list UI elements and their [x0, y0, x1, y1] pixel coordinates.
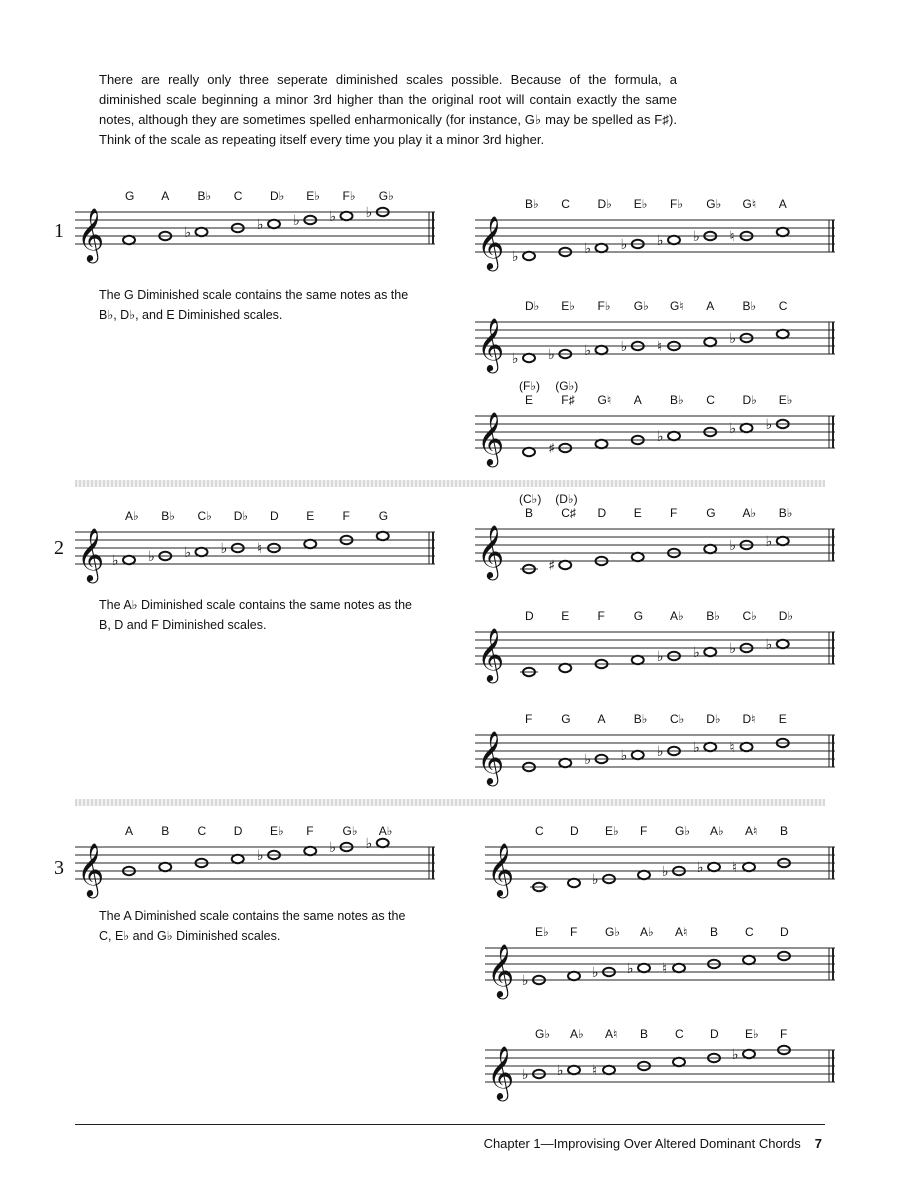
whole-note [559, 561, 571, 569]
accidental-mark: ♭ [522, 1067, 529, 1083]
accidental-mark: ♮ [592, 1063, 598, 1079]
accidental-mark: ♮ [662, 961, 668, 977]
enharmonic-label: (D♭) [555, 492, 578, 506]
accidental-mark: ♭ [765, 637, 773, 653]
note-label: G♭ [605, 925, 620, 939]
accidental-mark: ♭ [729, 331, 737, 347]
accidental-mark: ♭ [765, 534, 773, 550]
note-label: C [233, 189, 243, 203]
scale-staff [475, 600, 835, 700]
note-label: D♭ [778, 609, 794, 623]
whole-note [596, 440, 608, 448]
note-label: F [570, 925, 578, 939]
note-label: A♭ [125, 509, 139, 523]
accidental-mark: ♭ [293, 213, 300, 229]
note-label: B♭ [197, 189, 212, 203]
note-label: B♭ [778, 506, 793, 520]
whole-note [632, 553, 644, 561]
whole-note [596, 346, 608, 354]
note-label: D♭ [597, 197, 612, 211]
accidental-mark: ♭ [329, 840, 337, 856]
note-label: D♭ [270, 189, 285, 203]
note-label: F [342, 509, 350, 523]
accidental-mark: ♭ [184, 545, 192, 561]
note-label: B [710, 925, 719, 939]
note-label: D [525, 609, 534, 623]
page-footer [484, 1136, 822, 1151]
accidental-mark: ♭ [627, 961, 634, 977]
scale-staff [75, 180, 435, 280]
note-label: D [270, 509, 279, 523]
accidental-mark: ♭ [257, 217, 264, 233]
accidental-mark: ♭ [512, 249, 519, 265]
scale-staff [475, 492, 835, 597]
whole-note [341, 212, 353, 220]
note-label: G♭ [378, 189, 394, 203]
scale-staff [475, 290, 835, 390]
note-label: D♭ [742, 393, 757, 407]
note-label: A [633, 393, 642, 407]
note-label: C♯ [561, 506, 576, 520]
whole-note [568, 1066, 580, 1074]
accidental-mark: ♭ [729, 641, 737, 657]
note-label: C [197, 824, 207, 838]
accidental-mark: ♭ [693, 645, 700, 661]
whole-note [708, 863, 720, 871]
note-label: B [640, 1027, 649, 1041]
accidental-mark: ♭ [697, 860, 704, 876]
accidental-mark: ♭ [512, 351, 519, 367]
accidental-mark: ♭ [693, 740, 700, 756]
note-label: F♭ [342, 189, 356, 203]
note-label: D♭ [525, 299, 540, 313]
whole-note [743, 863, 755, 871]
whole-note [377, 839, 389, 847]
scale-staff [485, 1018, 835, 1118]
note-label: F♯ [561, 393, 575, 407]
note-label: C [675, 1027, 684, 1041]
note-label: G♭ [342, 824, 358, 838]
note-label: A [778, 197, 787, 211]
treble-clef-icon: 𝄞 [77, 207, 105, 261]
accidental-mark: ♭ [729, 538, 737, 554]
note-label: G [561, 712, 571, 726]
whole-note [196, 548, 208, 556]
whole-note [523, 448, 535, 456]
note-label: F [780, 1027, 788, 1041]
whole-note [673, 964, 685, 972]
note-label: B♭ [706, 609, 720, 623]
enharmonic-label: (C♭) [519, 492, 542, 506]
accidental-mark: ♭ [657, 744, 664, 760]
accidental-mark: ♭ [729, 421, 737, 437]
note-label: A [597, 712, 606, 726]
whole-note [123, 236, 135, 244]
whole-note [159, 863, 171, 871]
treble-clef-icon: 𝄞 [487, 1045, 515, 1099]
scale-staff [475, 188, 835, 288]
section-divider [75, 480, 825, 487]
whole-note [632, 656, 644, 664]
note-label: F [306, 824, 314, 838]
accidental-mark: ♭ [548, 347, 555, 363]
accidental-mark: ♭ [620, 237, 628, 253]
note-label: D [780, 925, 789, 939]
note-label: D♮ [742, 712, 756, 726]
note-label: A♮ [745, 824, 758, 838]
whole-note [743, 956, 755, 964]
accidental-mark: ♭ [693, 229, 700, 245]
whole-note [638, 964, 650, 972]
scale-staff [75, 500, 435, 600]
whole-note [743, 1050, 755, 1058]
note-label: A♮ [675, 925, 688, 939]
accidental-mark: ♭ [522, 973, 529, 989]
treble-clef-icon: 𝄞 [477, 317, 505, 371]
note-label: E♭ [778, 393, 793, 407]
whole-note [777, 228, 789, 236]
accidental-mark: ♮ [729, 740, 735, 756]
section-number: 1 [54, 220, 64, 242]
note-label: B♭ [742, 299, 757, 313]
note-label: C [745, 925, 754, 939]
accidental-mark: ♭ [592, 872, 599, 888]
scale-staff [485, 916, 835, 1016]
whole-note [232, 855, 244, 863]
note-label: G♭ [633, 299, 649, 313]
accidental-mark: ♭ [365, 836, 373, 852]
note-label: A [125, 824, 134, 838]
accidental-mark: ♮ [657, 339, 663, 355]
note-label: C [535, 824, 544, 838]
accidental-mark: ♭ [584, 752, 592, 768]
whole-note [668, 236, 680, 244]
whole-note [304, 540, 316, 548]
note-label: F [670, 506, 678, 520]
accidental-mark: ♭ [620, 748, 628, 764]
whole-note [596, 244, 608, 252]
note-label: E♭ [561, 299, 575, 313]
note-label: G♮ [597, 393, 612, 407]
scale-caption: The A Diminished scale contains the same notes as the C, E♭ and G♭ Diminished scales. [99, 909, 406, 943]
whole-note [704, 743, 716, 751]
footer-rule [75, 1124, 825, 1125]
accidental-mark: ♭ [620, 339, 628, 355]
note-label: E [306, 509, 315, 523]
note-label: G [125, 189, 135, 203]
note-label: G [706, 506, 716, 520]
note-label: C [778, 299, 788, 313]
accidental-mark: ♮ [729, 229, 735, 245]
note-label: E [525, 393, 534, 407]
note-label: A♭ [670, 609, 684, 623]
whole-note [638, 871, 650, 879]
note-label: F♭ [597, 299, 611, 313]
treble-clef-icon: 𝄞 [477, 627, 505, 681]
whole-note [559, 664, 571, 672]
note-label: B [525, 506, 534, 520]
note-label: A [706, 299, 715, 313]
whole-note [559, 759, 571, 767]
enharmonic-label: (F♭) [519, 379, 540, 393]
intro-paragraph: There are really only three seperate diminished scales possible. Because of the formula, a diminished scale beginning a minor 3rd higher than the original root will contain exactly the same notes, although they are sometimes spelled enharmonically (for instance, G♭ may be spelled as F♯). Think of the scale as repeating itself every time you play it a minor 3rd higher. [99, 72, 677, 147]
note-label: G [378, 509, 389, 523]
whole-note [377, 532, 389, 540]
note-label: A♮ [605, 1027, 618, 1041]
whole-note [704, 648, 716, 656]
scale-staff [475, 379, 835, 484]
accidental-mark: ♭ [257, 848, 264, 864]
note-label: D [597, 506, 607, 520]
note-label: A♭ [742, 506, 757, 520]
scale-staff [75, 815, 435, 915]
note-label: G♮ [670, 299, 684, 313]
enharmonic-label: (G♭) [555, 379, 579, 393]
whole-note [268, 220, 280, 228]
note-label: B♭ [670, 393, 684, 407]
note-label: G♭ [535, 1027, 550, 1041]
note-label: D [570, 824, 579, 838]
note-label: B [161, 824, 170, 838]
note-label: E♭ [745, 1027, 759, 1041]
section-number: 2 [54, 537, 64, 559]
whole-note [777, 330, 789, 338]
note-label: F [525, 712, 533, 726]
whole-note [704, 545, 716, 553]
scale-staff [485, 815, 835, 915]
note-label: E♭ [633, 197, 648, 211]
accidental-mark: ♭ [112, 553, 119, 569]
note-label: D♭ [233, 509, 249, 523]
accidental-mark: ♭ [657, 649, 664, 665]
whole-note [777, 537, 789, 545]
whole-note [673, 1058, 685, 1066]
accidental-mark: ♯ [548, 441, 556, 457]
note-label: B♭ [161, 509, 175, 523]
scale-caption: The A♭ Diminished scale contains the same notes as the B, D and F Diminished scales. [99, 598, 413, 632]
note-label: C [561, 197, 570, 211]
note-label: D [233, 824, 243, 838]
treble-clef-icon: 𝄞 [477, 215, 505, 269]
whole-note [704, 338, 716, 346]
note-label: E [561, 609, 570, 623]
accidental-mark: ♭ [592, 965, 599, 981]
note-label: B [780, 824, 789, 838]
accidental-mark: ♭ [184, 225, 192, 241]
whole-note [196, 228, 208, 236]
whole-note [741, 743, 753, 751]
whole-note [523, 252, 535, 260]
note-label: G♭ [675, 824, 690, 838]
accidental-mark: ♯ [548, 558, 556, 574]
whole-note [777, 640, 789, 648]
accidental-mark: ♭ [662, 864, 669, 880]
whole-note [568, 972, 580, 980]
note-label: C♭ [197, 509, 212, 523]
whole-note [603, 1066, 615, 1074]
page-number: 7 [814, 1136, 822, 1151]
note-label: F♭ [670, 197, 683, 211]
whole-note [741, 424, 753, 432]
accidental-mark: ♭ [657, 233, 664, 249]
treble-clef-icon: 𝄞 [77, 527, 105, 581]
accidental-mark: ♭ [365, 205, 373, 221]
accidental-mark: ♭ [220, 541, 228, 557]
whole-note [304, 847, 316, 855]
treble-clef-icon: 𝄞 [487, 943, 515, 997]
scale-staff [475, 703, 835, 803]
note-label: B♭ [633, 712, 648, 726]
note-label: F [597, 609, 605, 623]
scale-caption: The G Diminished scale contains the same notes as the B♭, D♭, and E Diminished scales. [99, 288, 409, 322]
treble-clef-icon: 𝄞 [77, 842, 105, 896]
treble-clef-icon: 𝄞 [477, 730, 505, 784]
note-label: E♭ [605, 824, 619, 838]
accidental-mark: ♭ [584, 241, 592, 257]
note-label: C♭ [670, 712, 685, 726]
note-label: E♭ [306, 189, 320, 203]
accidental-mark: ♭ [557, 1063, 564, 1079]
note-label: E [633, 506, 642, 520]
section-number: 3 [54, 857, 64, 879]
note-label: G♮ [742, 197, 757, 211]
whole-note [568, 879, 580, 887]
note-label: A♭ [378, 824, 393, 838]
whole-note [632, 751, 644, 759]
note-label: C♭ [742, 609, 757, 623]
chapter-title: Chapter 1—Improvising Over Altered Dominant Chords [483, 1136, 801, 1151]
note-label: E♭ [535, 925, 549, 939]
note-label: A♭ [710, 824, 724, 838]
accidental-mark: ♭ [765, 417, 773, 433]
note-label: E [778, 712, 787, 726]
accidental-mark: ♮ [257, 541, 263, 557]
accidental-mark: ♭ [657, 429, 664, 445]
accidental-mark: ♭ [329, 209, 337, 225]
accidental-mark: ♭ [732, 1047, 739, 1063]
note-label: G [633, 609, 644, 623]
whole-note [123, 556, 135, 564]
treble-clef-icon: 𝄞 [477, 524, 505, 578]
note-label: A♭ [640, 925, 654, 939]
note-label: A♭ [570, 1027, 584, 1041]
note-label: D♭ [706, 712, 721, 726]
note-label: G♭ [706, 197, 722, 211]
note-label: D [710, 1027, 719, 1041]
accidental-mark: ♭ [148, 549, 155, 565]
section-divider [75, 799, 825, 806]
accidental-mark: ♭ [584, 343, 592, 359]
accidental-mark: ♮ [732, 860, 738, 876]
treble-clef-icon: 𝄞 [487, 842, 515, 896]
note-label: B♭ [525, 197, 539, 211]
whole-note [523, 354, 535, 362]
treble-clef-icon: 𝄞 [477, 411, 505, 465]
note-label: F [640, 824, 648, 838]
whole-note [668, 432, 680, 440]
note-label: E♭ [270, 824, 284, 838]
note-label: C [706, 393, 715, 407]
note-label: A [161, 189, 170, 203]
